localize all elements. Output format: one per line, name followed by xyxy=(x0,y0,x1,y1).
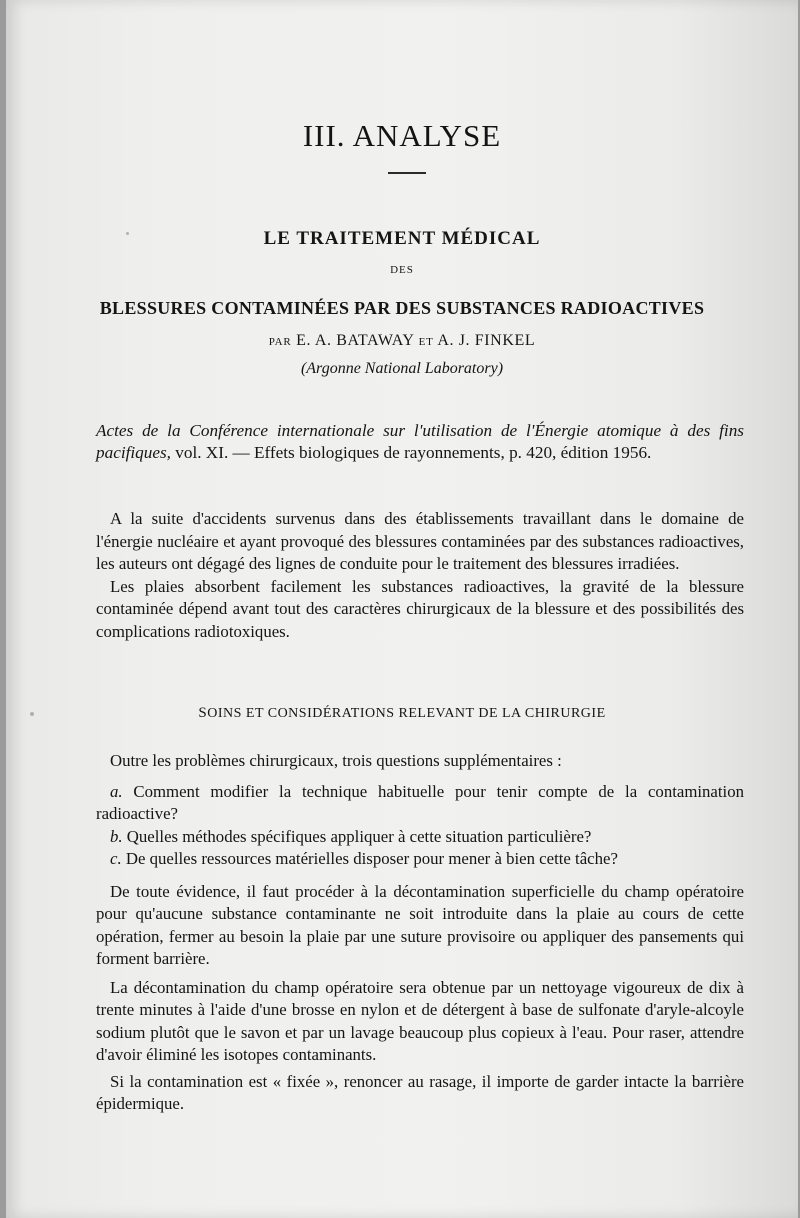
author-1: E. A. BATAWAY xyxy=(296,332,414,349)
scan-speck xyxy=(126,232,129,235)
article-title-connector: DES xyxy=(390,264,414,276)
intro-paragraph-1: A la suite d'accidents survenus dans des établissements travaillant dans le domaine de l'énergie nucléaire et ayant provoqué des blessures contaminées par des substances radioactives, les auteurs ont dégagé des lignes de conduite pour le traitement des blessures irradiées. xyxy=(96,509,744,573)
intro-paragraph-2: Les plaies absorbent facilement les substances radioactives, la gravité de la blessure contaminée dépend avant tout des caractères chirurgicaux de la blessure et des possibilités des complications radiotoxiques. xyxy=(96,576,744,641)
intro-block xyxy=(96,508,744,643)
scan-speck xyxy=(30,712,34,716)
section-title: III. ANALYSE xyxy=(302,118,502,153)
title-divider xyxy=(388,172,426,174)
article-title-line-2: BLESSURES CONTAMINÉES PAR DES SUBSTANCES RADIOACTIVES xyxy=(99,298,705,318)
section-heading-cap: S xyxy=(198,705,208,721)
section-heading-rest: OINS ET CONSIDÉRATIONS RELEVANT DE LA CHIRURGIE xyxy=(207,706,606,721)
section-paragraph-2: La décontamination du champ opératoire sera obtenue par un nettoyage vigoureux de dix à trente minutes à l'aide d'une brosse en nylon et de détergent à base de sulfonate d'aryle-alcoyle sodium plutôt que le savon et par un lavage beaucoup plus copieux à l'eau. Pour raser, attendre d'avoir éliminé les isotopes contaminants. xyxy=(96,977,744,1064)
section-paragraph-3: Si la contamination est « fixée », renoncer au rasage, il importe de garder intacte la barrière épidermique. xyxy=(96,1071,744,1113)
source-italic: Actes de la Conférence internationale sur l'utilisation de l'Énergie atomique à des fins pacifiques, xyxy=(96,421,744,462)
list-item: a. Comment modifier la technique habituelle pour tenir compte de la contamination radioactive? xyxy=(96,781,744,823)
section-paragraph-1: De toute évidence, il faut procéder à la décontamination superficielle du champ opératoire pour qu'aucune substance contaminante ne soit introduite dans la plaie au cours de cette opération, fermer au besoin la plaie par une suture provisoire ou appliquer des pansements qui forment barrière. xyxy=(96,881,744,968)
source-reference xyxy=(96,420,744,464)
by-word: PAR xyxy=(268,336,292,348)
section-lead: Outre les problèmes chirurgicaux, trois questions supplémentaires : xyxy=(110,751,562,770)
affiliation: (Argonne National Laboratory) xyxy=(300,360,504,377)
and-word: ET xyxy=(418,336,434,348)
source-roman: vol. XI. — Effets biologiques de rayonnements, p. 420, édition 1956. xyxy=(170,443,652,462)
list-item: c. De quelles ressources matérielles disposer pour mener à bien cette tâche? xyxy=(110,849,618,868)
article-title-line-1: LE TRAITEMENT MÉDICAL xyxy=(263,228,541,249)
authors-line xyxy=(6,332,798,350)
section-block xyxy=(96,750,744,1116)
section-heading xyxy=(6,705,798,722)
list-item: b. Quelles méthodes spécifiques appliquer à cette situation particulière? xyxy=(110,826,592,846)
document-page xyxy=(6,0,798,1218)
author-2: A. J. FINKEL xyxy=(437,332,536,349)
